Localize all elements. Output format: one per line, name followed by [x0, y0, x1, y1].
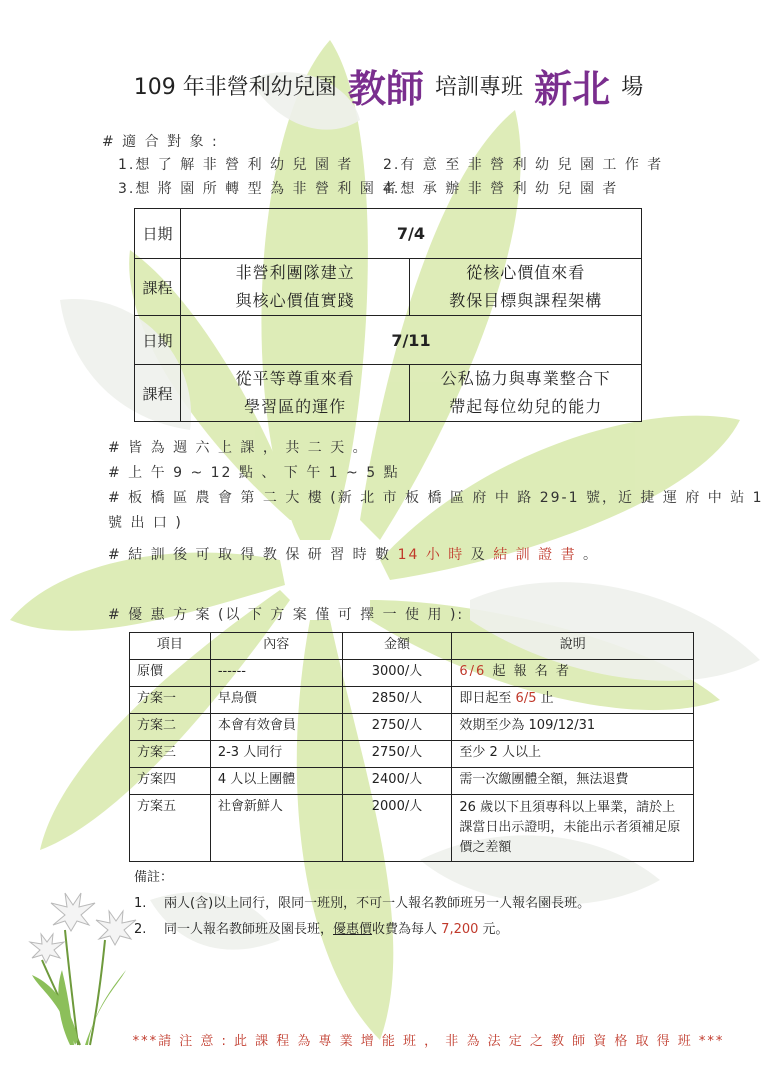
- table-row: [130, 714, 694, 741]
- row-note: [452, 660, 694, 687]
- info-venue-cont: 號 出 口 ): [108, 515, 183, 531]
- schedule-course-label: 課程: [135, 365, 181, 422]
- row-price: 3000/人: [342, 660, 452, 687]
- row-content: 社會新鮮人: [210, 795, 342, 862]
- schedule-course-cell: [410, 365, 642, 422]
- note-highlight: 6/6: [459, 664, 487, 679]
- lily-illustration: [30, 893, 136, 1045]
- title-suffix: 場: [621, 75, 644, 100]
- remarks-heading: 備註：: [134, 870, 174, 885]
- schedule-course-cell: [410, 259, 642, 316]
- title-class: 培訓專班: [434, 75, 523, 100]
- cert-document: 結 訓 證 書: [493, 547, 577, 563]
- course-line: 學習區的運作: [244, 397, 347, 416]
- remark-text-end: 元。: [478, 922, 509, 937]
- note-highlight: 6/5: [515, 691, 537, 706]
- table-row: [130, 741, 694, 768]
- cert-end: 。: [583, 547, 600, 563]
- cert-hours: 14 小 時: [397, 547, 465, 563]
- row-content: 2-3 人同行: [210, 741, 342, 768]
- course-line: 從核心價值來看: [466, 263, 586, 282]
- course-line: 非營利團隊建立: [235, 263, 355, 282]
- remark-number: 2.: [134, 922, 147, 937]
- title-city-highlight: 新北: [534, 67, 611, 111]
- schedule-date-label: 日期: [135, 209, 181, 259]
- row-item: 原價: [130, 660, 211, 687]
- page-title: [0, 58, 777, 113]
- schedule-course-cell: [180, 259, 410, 316]
- info-days: # 皆 為 週 六 上 課 ， 共 二 天 。: [108, 440, 369, 456]
- course-line: 公私協力與專業整合下: [440, 369, 611, 388]
- info-time: # 上 午 9 ~ 12 點 、 下 午 1 ~ 5 點: [108, 465, 400, 481]
- remark-text-mid: 收費為每人: [372, 922, 442, 937]
- remark-number: 1.: [134, 896, 147, 911]
- audience-item-3: 3.想 將 園 所 轉 型 為 非 營 利 園 者: [118, 181, 399, 197]
- remark-2: [134, 918, 509, 937]
- row-content: 4 人以上團體: [210, 768, 342, 795]
- schedule-date-1: 7/4: [180, 209, 641, 259]
- discount-table: [129, 632, 694, 862]
- note-text: 即日起至: [459, 691, 516, 706]
- course-line: 教保目標與課程架構: [449, 291, 603, 310]
- row-item: 方案三: [130, 741, 211, 768]
- row-item: 方案二: [130, 714, 211, 741]
- remark-underlined: 優惠價: [333, 922, 373, 937]
- warning-note: ***請 注 意 : 此 課 程 為 專 業 增 能 班 ， 非 為 法 定 之 教 師 資 格 取 得 班 ***: [132, 1034, 725, 1049]
- table-row: [130, 660, 694, 687]
- col-header-price: 金額: [342, 633, 452, 660]
- row-note: 至少 2 人以上: [452, 741, 694, 768]
- info-certificate: [108, 544, 599, 564]
- row-price: 2750/人: [342, 714, 452, 741]
- schedule-table: [134, 208, 642, 422]
- title-teacher-highlight: 教師: [347, 67, 424, 111]
- table-row: [130, 768, 694, 795]
- info-venue: # 板 橋 區 農 會 第 二 大 樓 (新 北 市 板 橋 區 府 中 路 29-1 號，近 捷 運 府 中 站 1: [108, 490, 764, 506]
- note-text: 起 報 名 者: [486, 664, 571, 679]
- schedule-course-cell: [180, 365, 410, 422]
- row-note: 26 歲以下且須專科以上畢業，請於上課當日出示證明，未能出示者須補足原價之差額: [452, 795, 694, 862]
- course-line: 從平等尊重來看: [235, 369, 355, 388]
- row-note: 效期至少為 109/12/31: [452, 714, 694, 741]
- audience-item-1: 1.想 了 解 非 營 利 幼 兒 園 者: [118, 157, 354, 173]
- row-price: 2400/人: [342, 768, 452, 795]
- course-line: 與核心價值實踐: [235, 291, 355, 310]
- row-content: ------: [210, 660, 342, 687]
- remark-1: [134, 892, 590, 911]
- row-item: 方案五: [130, 795, 211, 862]
- row-price: 2000/人: [342, 795, 452, 862]
- remark-text: 兩人(含)以上同行，限同一班別，不可一人報名教師班另一人報名園長班。: [164, 896, 591, 911]
- cert-text: # 結 訓 後 可 取 得 教 保 研 習 時 數: [108, 547, 392, 563]
- remark-text: 同一人報名教師班及園長班，: [164, 922, 334, 937]
- schedule-course-label: 課程: [135, 259, 181, 316]
- col-header-content: 內容: [210, 633, 342, 660]
- row-item: 方案四: [130, 768, 211, 795]
- row-price: 2850/人: [342, 687, 452, 714]
- audience-heading: # 適 合 對 象 :: [102, 134, 219, 150]
- row-content: 本會有效會員: [210, 714, 342, 741]
- row-content: 早鳥價: [210, 687, 342, 714]
- remark-amount: 7,200: [441, 922, 479, 937]
- row-price: 2750/人: [342, 741, 452, 768]
- audience-item-4: 4.想 承 辦 非 營 利 幼 兒 園 者: [383, 181, 619, 197]
- row-item: 方案一: [130, 687, 211, 714]
- audience-item-2: 2.有 意 至 非 營 利 幼 兒 園 工 作 者: [383, 157, 664, 173]
- row-note: [452, 687, 694, 714]
- table-row: [130, 687, 694, 714]
- schedule-date-label: 日期: [135, 316, 181, 365]
- course-line: 帶起每位幼兒的能力: [449, 397, 603, 416]
- note-text-end: 止: [536, 691, 554, 706]
- cert-and: 及: [470, 547, 487, 563]
- schedule-date-2: 7/11: [180, 316, 641, 365]
- title-year: 109 年非營利幼兒園: [133, 75, 337, 100]
- row-note: 需一次繳團體全額，無法退費: [452, 768, 694, 795]
- col-header-note: 說明: [452, 633, 694, 660]
- discount-heading: # 優 惠 方 案 (以 下 方 案 僅 可 擇 一 使 用 ):: [108, 607, 465, 623]
- col-header-item: 項目: [130, 633, 211, 660]
- table-row: [130, 795, 694, 862]
